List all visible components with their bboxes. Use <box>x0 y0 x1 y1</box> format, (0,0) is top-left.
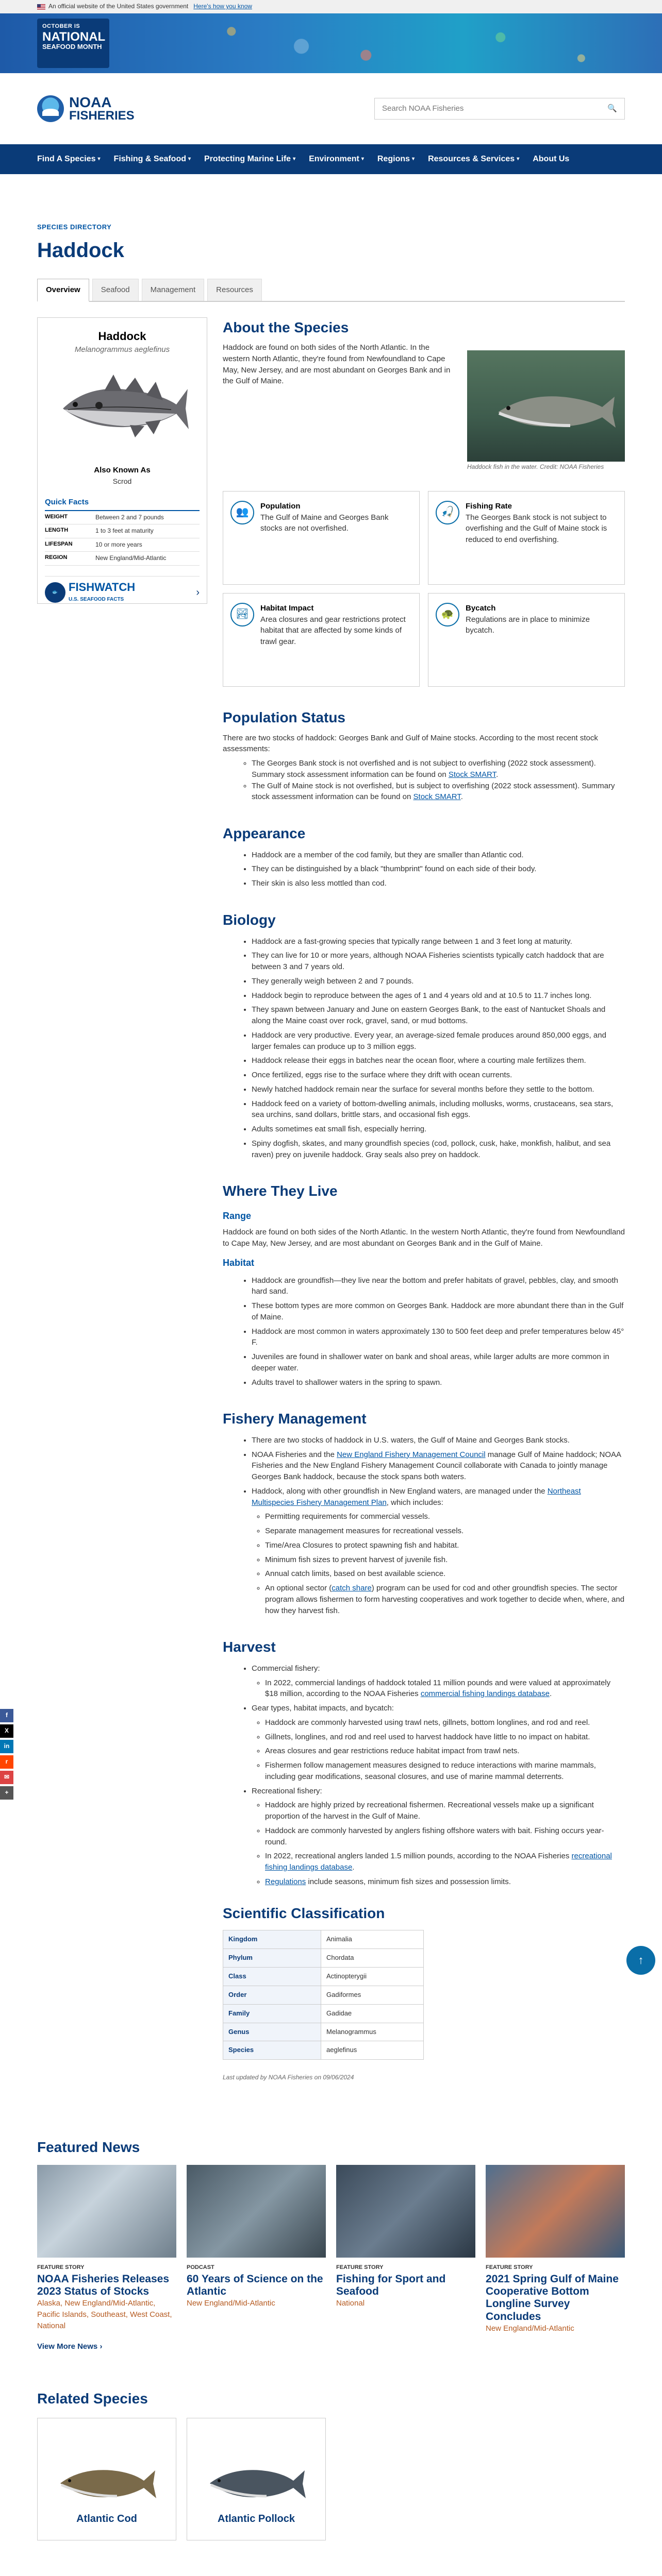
list-item: • Haddock feed on a variety of bottom-dwelling animals, including mollusks, worms, crustaceans, sea stars, sea urchins, sand dollars, brittle stars, and occasional fish eggs. <box>252 1098 625 1121</box>
news-region: Alaska, New England/Mid-Atlantic, Pacific Islands, Southeast, West Coast, National <box>37 2299 172 2330</box>
related-species-name: Atlantic Cod <box>76 2513 137 2524</box>
breadcrumb[interactable]: SPECIES DIRECTORY <box>37 223 112 231</box>
list-item: • Haddock, along with other groundfish in New England waters, are managed under the Northeast Multispecies Fishery Management Plan, which includes: ◦ Permitting requirements for commercial vessels. ◦ Separate management measures for recreational vessels. ◦ Time/Area Closures to protect spawning fish and habitat. ◦ Minimum fish sizes to prevent harvest of juvenile fish. ◦ Annual catch limits, based on best available science. ◦ An optional sector (catch share) program can be used for cod and other groundfish species. The sector program allows fishermen to form harvesting cooperatives and work together to decide when, where, and how they harvest fish. <box>252 1486 625 1617</box>
list-item: ◦ Haddock are commonly harvested using trawl nets, gillnets, bottom longlines, and rod and reel. <box>265 1717 625 1728</box>
haddock-illustration <box>45 355 200 459</box>
range-title: Range <box>223 1210 252 1221</box>
promo-pattern <box>124 13 662 73</box>
rec-landings-link[interactable]: recreational fishing landings database <box>265 1852 612 1872</box>
quick-fact-row <box>45 552 200 565</box>
news-region: New England/Mid-Atlantic <box>187 2299 275 2308</box>
linkedin-share-icon[interactable]: in <box>0 1740 13 1753</box>
list-item: ◦ The Gulf of Maine stock is not overfished, but is subject to overfishing (2022 stock assessment). Summary stock assessment information can be found on Stock SMART. <box>252 781 625 803</box>
list-item: • Their skin is also less mottled than cod. <box>252 878 625 889</box>
logo-bottom-text: FISHERIES <box>69 109 135 123</box>
news-card[interactable] <box>486 2165 625 2334</box>
news-tag: PODCAST <box>187 2264 214 2271</box>
arrow-up-icon: ↑ <box>638 1954 644 1967</box>
status-card <box>223 491 420 585</box>
list-item: • Once fertilized, eggs rise to the surface where they drift with ocean currents. <box>252 1070 625 1081</box>
regulations-link[interactable]: Regulations <box>265 1877 306 1886</box>
table-row <box>223 2023 424 2041</box>
aka-label: Also Known As <box>94 466 151 475</box>
status-card <box>223 593 420 687</box>
table-row <box>223 2004 424 2023</box>
list-item: ◦ Areas closures and gear restrictions reduce habitat impact from trawl nets. <box>265 1745 625 1757</box>
gov-banner-text: An official website of the United States government <box>48 3 189 10</box>
news-region: National <box>336 2299 365 2308</box>
sci-rank: Family <box>223 2004 321 2023</box>
scientific-name: Melanogrammus aeglefinus <box>74 345 170 354</box>
about-text: Haddock are found on both sides of the North Atlantic. In the western North Atlantic, they're found from Newfoundland to Cape May, New Jersey, and are most abundant on Georges Bank and in the Gulf of Maine. <box>223 343 451 386</box>
news-card[interactable] <box>187 2165 326 2334</box>
promo-line-2: NATIONAL <box>42 29 106 44</box>
list-item: • Haddock begin to reproduce between the ages of 1 and 4 years old and at 10.5 to 11.7 inches long. <box>252 990 625 1002</box>
list-item: • Juveniles are found in shallower water on bank and shoal areas, while larger adults are more common in deeper water. <box>252 1351 625 1374</box>
promo-line-1: OCTOBER IS <box>42 23 80 29</box>
harvest-title: Harvest <box>223 1639 276 1655</box>
related-species-card[interactable] <box>187 2418 326 2540</box>
search-placeholder: Search NOAA Fisheries <box>382 104 464 113</box>
list-item: ◦ In 2022, recreational anglers landed 1.5 million pounds, according to the NOAA Fisheries recreational fishing landings database. <box>265 1851 625 1873</box>
gear-list <box>252 1717 625 1783</box>
list-item: ◦ Fishermen follow management measures designed to reduce interactions with marine mammals, including gear modifications, seasonal closures, and use of marine mammal deterrents. <box>265 1760 625 1783</box>
rec-list <box>252 1800 625 1848</box>
status-cards <box>223 491 625 687</box>
quick-fact-key: LENGTH <box>45 527 69 534</box>
sci-value: Melanogrammus <box>321 2023 424 2041</box>
list-item: • Haddock are most common in waters approximately 130 to 500 feet deep and prefer temperatures below 45° F. <box>252 1326 625 1349</box>
news-title[interactable]: Fishing for Sport and Seafood <box>336 2273 446 2298</box>
list-item: ◦ Separate management measures for recreational vessels. <box>265 1526 625 1537</box>
sci-value: aeglefinus <box>321 2041 424 2060</box>
nav-item-find-a-species[interactable]: Find A Species ▾ <box>37 155 101 164</box>
list-item: • Gear types, habitat impacts, and bycatch: ◦ Haddock are commonly harvested using trawl nets, gillnets, bottom longlines, and rod and reel. ◦ Gillnets, longlines, and rod and reel used to harvest haddock have little to no impact on habitat. ◦ Areas closures and gear restrictions reduce habitat impact from trawl nets. ◦ Fishermen follow management measures designed to reduce interactions with marine mammals, including gear modifications, seasonal closures, and use of marine mammal deterrents. <box>252 1703 625 1783</box>
catch-share-link[interactable]: catch share <box>332 1584 372 1593</box>
heres-how-link[interactable]: Here's how you know <box>193 3 252 10</box>
sci-rank: Kingdom <box>223 1930 321 1949</box>
news-card[interactable] <box>336 2165 475 2334</box>
quick-fact-key: LIFESPAN <box>45 540 73 547</box>
tab-overview[interactable]: Overview <box>37 279 89 302</box>
view-more-news-link[interactable]: View More News › <box>37 2342 103 2351</box>
list-item: • Haddock are a member of the cod family, but they are smaller than Atlantic cod. <box>252 850 625 861</box>
nav-item-fishing-seafood[interactable]: Fishing & Seafood ▾ <box>113 155 191 164</box>
list-item: • Newly hatched haddock remain near the surface for several months before they settle to the bottom. <box>252 1084 625 1095</box>
card-title: Population <box>260 501 301 511</box>
x-share-icon[interactable]: X <box>0 1724 13 1738</box>
news-title[interactable]: 60 Years of Science on the Atlantic <box>187 2273 323 2298</box>
list-item: • Haddock release their eggs in batches near the ocean floor, where a courting male fertilizes them. <box>252 1055 625 1066</box>
table-row <box>223 1968 424 1986</box>
range-text: Haddock are found on both sides of the North Atlantic. In the western North Atlantic, they're found from Newfoundland to Cape May, New Jersey, and are most abundant on Georges Bank and in the Gulf of Maine. <box>223 1227 625 1248</box>
about-title: About the Species <box>223 319 349 335</box>
fishing-rate-icon: 🎣 <box>436 501 459 524</box>
population-icon: 👥 <box>230 501 254 524</box>
species-name: Haddock <box>98 329 146 343</box>
stock-smart-link[interactable]: Stock SMART <box>413 792 461 802</box>
list-item: ◦ Annual catch limits, based on best available science. <box>265 1568 625 1580</box>
news-title[interactable]: NOAA Fisheries Releases 2023 Status of Stocks <box>37 2273 170 2298</box>
chevron-down-icon: ▾ <box>97 156 101 162</box>
list-item: • These bottom types are more common on Georges Bank. Haddock are more abundant there than in the Gulf of Maine. <box>252 1300 625 1323</box>
appearance-title: Appearance <box>223 825 306 842</box>
list-item: • Adults sometimes eat small fish, especially herring. <box>252 1124 625 1135</box>
chevron-down-icon: ▾ <box>188 156 191 162</box>
main-nav <box>0 144 662 174</box>
table-row <box>223 1986 424 2004</box>
noaa-emblem-icon <box>37 95 64 122</box>
management-sublist <box>252 1511 625 1580</box>
commercial-landings-link[interactable]: commercial fishing landings database <box>420 1689 550 1699</box>
sci-value: Animalia <box>321 1930 424 1949</box>
card-text: The Gulf of Maine and Georges Bank stocks are not overfished. <box>260 513 389 533</box>
news-tag: FEATURE STORY <box>37 2264 85 2271</box>
list-item: ◦ Permitting requirements for commercial vessels. <box>265 1511 625 1522</box>
list-item: • Haddock are a fast-growing species that typically range between 1 and 3 feet long at maturity. <box>252 936 625 947</box>
fishwatch-subtitle: U.S. SEAFOOD FACTS <box>69 596 124 602</box>
gov-banner <box>0 0 662 13</box>
card-text: The Georges Bank stock is not subject to overfishing and the Gulf of Maine stock is reduced to end overfishing. <box>466 513 607 545</box>
quick-fact-value: New England/Mid-Atlantic <box>95 554 167 562</box>
appearance-list <box>223 850 625 889</box>
sci-value: Actinopterygii <box>321 1968 424 1986</box>
promo-card <box>37 19 109 68</box>
habitat-title: Habitat <box>223 1258 255 1268</box>
card-text: Area closures and gear restrictions protect habitat that are affected by some kinds of trawl gear. <box>260 615 406 647</box>
quick-fact-key: WEIGHT <box>45 514 68 520</box>
us-flag-icon <box>37 4 45 10</box>
list-item: ◦ Minimum fish sizes to prevent harvest of juvenile fish. <box>265 1554 625 1566</box>
last-updated: Last updated by NOAA Fisheries on 09/06/2024 <box>223 2074 354 2081</box>
table-row <box>223 2041 424 2060</box>
list-item: ◦ The Georges Bank stock is not overfished and is not subject to overfishing (2022 stock assessment). Summary stock assessment information can be found on Stock SMART. <box>252 758 625 781</box>
sci-class-title: Scientific Classification <box>223 1905 385 1921</box>
photo-caption: Haddock fish in the water. Credit: NOAA Fisheries <box>467 463 604 470</box>
quick-fact-value: 10 or more years <box>95 540 142 548</box>
chevron-down-icon: ▾ <box>361 156 364 162</box>
sci-value: Gadidae <box>321 2004 424 2023</box>
list-item: • Recreational fishery: ◦ Haddock are highly prized by recreational fishermen. Recreational vessels make up a significant proportion of the harvest in the Gulf of Maine. ◦ Haddock are commonly harvested by anglers fishing offshore waters with bait. Fishing occurs year-round. ◦ In 2022, recreational anglers landed 1.5 million pounds, according to the NOAA Fisheries recreational fishing landings database. ◦ Regulations include seasons, minimum fish sizes and possession limits. <box>252 1786 625 1888</box>
chevron-down-icon: ▾ <box>517 156 520 162</box>
nav-item-about-us[interactable]: About Us <box>533 155 570 164</box>
list-item: • Haddock are groundfish—they live near the bottom and prefer habitats of gravel, pebbles, clay, and smooth hard sand. <box>252 1275 625 1298</box>
card-text: Regulations are in place to minimize bycatch. <box>466 615 590 635</box>
related-species <box>0 2352 662 2540</box>
species-sidebar <box>37 317 207 604</box>
list-item: • There are two stocks of haddock in U.S. waters, the Gulf of Maine and Georges Bank stocks. <box>252 1435 625 1446</box>
habitat-impact-icon: 🏞 <box>230 603 254 626</box>
featured-title: Featured News <box>37 2139 140 2155</box>
promo-line-3: SEAFOOD MONTH <box>42 42 102 50</box>
population-title: Population Status <box>223 709 345 725</box>
population-list <box>223 758 625 803</box>
seafood-month-banner[interactable] <box>0 13 662 73</box>
nav-item-environment[interactable]: Environment ▾ <box>309 155 364 164</box>
list-item: ◦ An optional sector (catch share) program can be used for cod and other groundfish species. The sector program allows fishermen to form harvesting cooperatives and work together to decide when, where, and how they harvest fish. <box>265 1583 625 1616</box>
card-title: Habitat Impact <box>260 603 314 613</box>
quick-fact-value: Between 2 and 7 pounds <box>95 514 164 521</box>
news-image <box>37 2165 176 2258</box>
list-item: ◦ Haddock are commonly harvested by anglers fishing offshore waters with bait. Fishing occurs year-round. <box>265 1825 625 1848</box>
logo-top-text: NOAA <box>69 94 112 110</box>
list-item: • Commercial fishery: ◦ In 2022, commercial landings of haddock totaled 11 million pounds and were valued at approximately $18 million, according to the NOAA Fisheries commercial fishing landings database. <box>252 1663 625 1700</box>
site-header <box>0 73 662 144</box>
list-item: • They generally weigh between 2 and 7 pounds. <box>252 976 625 987</box>
news-image <box>187 2165 326 2258</box>
search-icon[interactable]: 🔍 <box>607 104 617 113</box>
facebook-share-icon[interactable]: f <box>0 1709 13 1722</box>
chevron-right-icon: › <box>196 586 200 598</box>
quick-fact-value: 1 to 3 feet at maturity <box>95 527 154 535</box>
featured-news <box>0 2082 662 2353</box>
email-share-icon[interactable]: ✉ <box>0 1771 13 1784</box>
nav-item-resources-services[interactable]: Resources & Services ▾ <box>428 155 520 164</box>
table-row <box>223 1930 424 1949</box>
sci-rank: Species <box>223 2041 321 2060</box>
sci-rank: Genus <box>223 2023 321 2041</box>
list-item: • They can be distinguished by a black "thumbprint" found on each side of their body. <box>252 863 625 875</box>
back-to-top-button[interactable] <box>626 1946 655 1975</box>
news-title[interactable]: 2021 Spring Gulf of Maine Cooperative Bottom Longline Survey Concludes <box>486 2273 619 2323</box>
news-region: New England/Mid-Atlantic <box>486 2324 574 2333</box>
nav-item-regions[interactable]: Regions ▾ <box>377 155 415 164</box>
quick-fact-row <box>45 524 200 538</box>
quick-facts-list <box>45 511 200 566</box>
sci-class-table <box>223 1930 424 2060</box>
sci-value: Chordata <box>321 1949 424 1968</box>
population-intro: There are two stocks of haddock: Georges Bank and Gulf of Maine stocks. According to the most recent stock assessments: <box>223 733 598 754</box>
share-more-icon[interactable]: + <box>0 1786 13 1800</box>
list-item: • They spawn between January and June on eastern Georges Bank, to the east of Nantucket Shoals and along the Maine coast over rock, gravel, sand, or mud bottoms. <box>252 1004 625 1027</box>
card-title: Bycatch <box>466 603 496 613</box>
nav-item-protecting-marine-life[interactable]: Protecting Marine Life ▾ <box>204 155 296 164</box>
aka-value: Scrod <box>112 477 132 485</box>
list-item: ◦ Haddock are highly prized by recreational fishermen. Recreational vessels make up a significant proportion of the harvest in the Gulf of Maine. <box>265 1800 625 1822</box>
share-bar <box>0 1709 13 1800</box>
news-tag: FEATURE STORY <box>336 2264 384 2271</box>
related-species-card[interactable] <box>37 2418 176 2540</box>
status-card <box>428 491 625 585</box>
haddock-photo <box>467 350 625 462</box>
management-list <box>223 1435 625 1617</box>
list-item: • They can live for 10 or more years, although NOAA Fisheries scientists typically catch haddock that are between 3 and 7 years old. <box>252 950 625 973</box>
list-item: • Haddock are very productive. Every year, an average-sized female produces around 850,000 eggs, and larger females can produce up to 3 million eggs. <box>252 1030 625 1053</box>
related-title: Related Species <box>37 2391 148 2407</box>
quick-fact-key: REGION <box>45 554 68 561</box>
card-title: Fishing Rate <box>466 501 512 511</box>
biology-title: Biology <box>223 911 276 928</box>
chevron-down-icon: ▾ <box>412 156 415 162</box>
tab-resources[interactable]: Resources <box>207 279 262 301</box>
biology-list <box>223 936 625 1161</box>
tab-management[interactable]: Management <box>142 279 205 301</box>
where-title: Where They Live <box>223 1183 338 1199</box>
list-item: • Adults travel to shallower waters in the spring to spawn. <box>252 1377 625 1388</box>
fishwatch-logo-icon: 🐟 <box>45 582 65 603</box>
chevron-down-icon: ▾ <box>293 156 296 162</box>
tab-seafood[interactable]: Seafood <box>92 279 139 301</box>
bycatch-icon: 🐢 <box>436 603 459 626</box>
main-content <box>223 317 625 2082</box>
quick-fact-row <box>45 511 200 524</box>
quick-fact-row <box>45 538 200 552</box>
nefmc-link[interactable]: New England Fishery Management Council <box>337 1450 486 1459</box>
search-input[interactable] <box>374 98 625 120</box>
noaa-logo[interactable] <box>37 95 135 122</box>
sci-value: Gadiformes <box>321 1986 424 2004</box>
news-tag: FEATURE STORY <box>486 2264 533 2271</box>
list-item: ◦ Regulations include seasons, minimum fish sizes and possession limits. <box>265 1876 625 1888</box>
news-card[interactable] <box>37 2165 176 2334</box>
news-image <box>486 2165 625 2258</box>
fmp-link[interactable]: Northeast Multispecies Fishery Management Plan <box>252 1486 581 1507</box>
sci-rank: Order <box>223 1986 321 2004</box>
news-image <box>336 2165 475 2258</box>
fishwatch-title: FISHWATCH <box>69 580 136 594</box>
harvest-list <box>223 1663 625 1888</box>
fish-illustration <box>55 2455 158 2512</box>
list-item: • Spiny dogfish, skates, and many groundfish species (cod, pollock, cusk, hake, monkfish, halibut, and sea raven) prey on juvenile haddock. Gray seals also prey on haddock. <box>252 1138 625 1161</box>
status-card <box>428 593 625 687</box>
tab-bar <box>37 279 625 302</box>
sci-rank: Class <box>223 1968 321 1986</box>
related-species-name: Atlantic Pollock <box>217 2513 295 2524</box>
stock-smart-link[interactable]: Stock SMART <box>448 770 496 779</box>
sci-rank: Phylum <box>223 1949 321 1968</box>
list-item: ◦ Gillnets, longlines, and rod and reel used to harvest haddock have little to no impact on habitat. <box>265 1732 625 1743</box>
fish-illustration <box>205 2455 308 2512</box>
list-item: ◦ In 2022, commercial landings of haddock totaled 11 million pounds and were valued at approximately $18 million, according to the NOAA Fisheries commercial fishing landings database. <box>265 1677 625 1700</box>
reddit-share-icon[interactable]: r <box>0 1755 13 1769</box>
page-title: Haddock <box>37 239 124 262</box>
quick-facts-title: Quick Facts <box>45 497 200 511</box>
list-item: • NOAA Fisheries and the New England Fishery Management Council manage Gulf of Maine haddock; NOAA Fisheries and the New England Fishery Management Council collaborate with Canada to jointly manage Georges Bank haddock, because the stock spans both waters. <box>252 1449 625 1483</box>
fishwatch-link[interactable] <box>45 576 200 604</box>
table-row <box>223 1949 424 1968</box>
management-title: Fishery Management <box>223 1411 367 1427</box>
list-item: ◦ Time/Area Closures to protect spawning fish and habitat. <box>265 1540 625 1551</box>
habitat-list <box>223 1275 625 1388</box>
